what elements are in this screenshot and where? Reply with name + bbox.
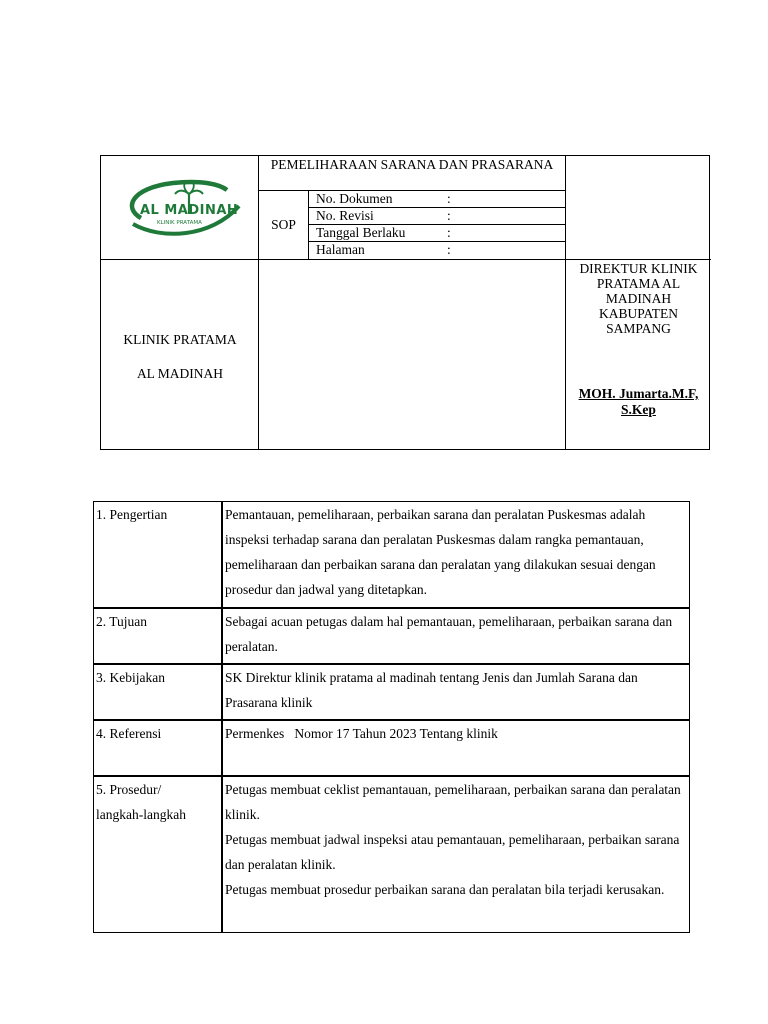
sop-label: SOP xyxy=(271,217,296,232)
signatory-name: MOH. Jumarta.M.F, S.Kep xyxy=(578,386,699,417)
section-text xyxy=(223,502,689,607)
procedure-step: Petugas membuat jadwal inspeksi atau pemantauan, pemeliharaan, perbaikan sarana dan peralatan klinik. xyxy=(225,832,680,872)
document-title: PEMELIHARAAN SARANA DAN PRASARANA xyxy=(259,156,565,191)
section-row-kebijakan xyxy=(94,665,689,721)
meta-label: Halaman xyxy=(316,242,365,257)
section-label: 5. Prosedur/ xyxy=(96,782,162,797)
logo-cell xyxy=(101,156,259,260)
procedure-step: Petugas membuat ceklist pemantauan, pemeliharaan, perbaikan sarana dan peralatan klinik. xyxy=(225,782,681,822)
sop-content-table xyxy=(93,501,690,933)
sop-header-table xyxy=(100,155,710,450)
section-label: 3. Kebijakan xyxy=(94,665,223,719)
klinik-name-line1: KLINIK PRATAMA xyxy=(123,332,237,347)
meta-separator: : xyxy=(447,191,451,206)
section-paragraph: SK Direktur klinik pratama al madinah tentang Jenis dan Jumlah Sarana dan Prasarana klinik xyxy=(225,670,638,710)
al-madinah-logo xyxy=(101,156,259,260)
klinik-name-line2: AL MADINAH xyxy=(136,366,224,381)
meta-label: Tanggal Berlaku xyxy=(316,225,406,240)
section-text xyxy=(223,721,689,775)
section-row-referensi xyxy=(94,721,689,777)
section-label: 2. Tujuan xyxy=(94,609,223,663)
section-text xyxy=(223,665,689,719)
meta-row-tanggal-berlaku xyxy=(309,225,565,242)
klinik-name-cell xyxy=(101,260,259,450)
header-empty-cell xyxy=(565,156,711,260)
section-paragraph: Pemantauan, pemeliharaan, perbaikan sarana dan peralatan Puskesmas adalah inspeksi terhadap sarana dan peralatan Puskesmas dalam rangka pemantauan, pemeliharaan dan perbaikan sarana dan peralatan yang dilakukan sesuai dengan prosedur dan jadwal yang ditetapkan. xyxy=(225,507,656,597)
section-text xyxy=(223,777,689,932)
meta-separator: : xyxy=(447,225,451,240)
section-label-2: langkah-langkah xyxy=(96,807,186,822)
section-label: 4. Referensi xyxy=(94,721,223,775)
meta-separator: : xyxy=(447,208,451,223)
procedure-step: Petugas membuat prosedur perbaikan sarana dan peralatan bila terjadi kerusakan. xyxy=(225,882,665,897)
section-text xyxy=(223,609,689,663)
section-row-pengertian xyxy=(94,502,689,609)
section-paragraph: Sebagai acuan petugas dalam hal pemantauan, pemeliharaan, perbaikan sarana dan peralatan. xyxy=(225,614,673,654)
meta-row-no-revisi xyxy=(309,208,565,225)
meta-separator: : xyxy=(447,242,451,257)
direktur-title: DIREKTUR KLINIK PRATAMA AL MADINAH KABUPATEN SAMPANG xyxy=(579,261,698,336)
meta-row-no-dokumen xyxy=(309,191,565,208)
section-row-tujuan xyxy=(94,609,689,665)
meta-row-halaman xyxy=(309,242,565,260)
section-label-cell xyxy=(94,777,223,932)
header-blank-cell xyxy=(259,260,565,450)
meta-label: No. Dokumen xyxy=(316,191,393,206)
approval-cell xyxy=(565,260,711,450)
section-paragraph: Permenkes Nomor 17 Tahun 2023 Tentang klinik xyxy=(225,726,498,741)
section-row-prosedur xyxy=(94,777,689,932)
svg-text:KLINIK PRATAMA: KLINIK PRATAMA xyxy=(157,220,202,226)
sop-label-cell xyxy=(259,191,309,260)
svg-text:AL MADINAH: AL MADINAH xyxy=(140,203,239,218)
meta-label: No. Revisi xyxy=(316,208,374,223)
section-label: 1. Pengertian xyxy=(94,502,223,607)
